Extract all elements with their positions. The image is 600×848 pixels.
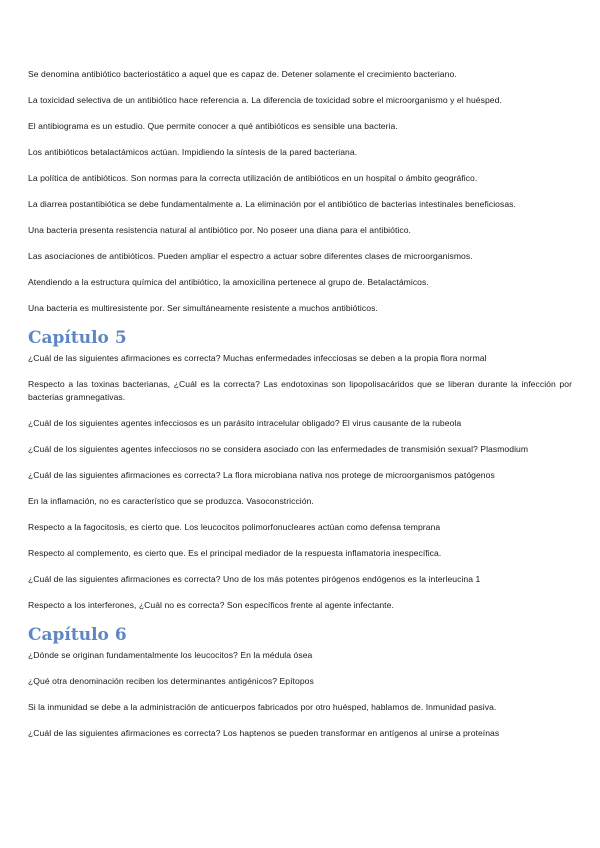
paragraph: En la inflamación, no es característico que se produzca. Vasoconstricción. [28,496,314,506]
paragraph: ¿Qué otra denominación reciben los determinantes antigénicos? Epítopos [28,676,314,686]
paragraph: Respecto a la fagocitosis, es cierto que. Los leucocitos polimorfonucleares actúan como defensa temprana [28,522,441,532]
paragraph: Respecto al complemento, es cierto que. Es el principal mediador de la respuesta inflamatoria inespecífica. [28,548,442,558]
paragraph: La diarrea postantibiótica se debe fundamentalmente a. La eliminación por el antibiótico de bacterias intestinales beneficiosas. [28,199,516,209]
section-capitulo-5 [28,328,572,612]
paragraph: Una bacteria es multiresistente por. Ser simultáneamente resistente a muchos antibióticos. [28,303,378,313]
chapter-heading: Capítulo 6 [28,625,127,645]
paragraph: La toxicidad selectiva de un antibiótico hace referencia a. La diferencia de toxicidad sobre el microorganismo y el huésped. [28,95,502,105]
paragraph: Las asociaciones de antibióticos. Pueden ampliar el espectro a actuar sobre diferentes clases de microorganismos. [28,251,473,261]
chapter-heading: Capítulo 5 [28,328,127,348]
paragraph: ¿Cuál de las siguientes afirmaciones es correcta? Los haptenos se pueden transformar en antígenos al unirse a proteínas [28,728,500,738]
paragraph: Respecto a las toxinas bacterianas, ¿Cuál es la correcta? Las endotoxinas son lipopolisacáridos que se liberan durante la infección por bacterias gramnegativas. [28,379,572,402]
section-antibioticos [28,68,572,315]
paragraph: Atendiendo a la estructura química del antibiótico, la amoxicilina pertenece al grupo de. Betalactámicos. [28,277,429,287]
paragraph: ¿Cuál de los siguientes agentes infecciosos es un parásito intracelular obligado? El virus causante de la rubeola [28,418,462,428]
paragraph: ¿Cuál de las siguientes afirmaciones es correcta? Uno de los más potentes pirógenos endógenos es la interleucina 1 [28,574,481,584]
section-capitulo-6 [28,625,572,740]
paragraph: Se denomina antibiótico bacteriostático a aquel que es capaz de. Detener solamente el crecimiento bacteriano. [28,69,457,79]
paragraph: Respecto a los interferones, ¿Cuál no es correcta? Son específicos frente al agente infectante. [28,600,394,610]
paragraph: La política de antibióticos. Son normas para la correcta utilización de antibióticos en un hospital o ámbito geográfico. [28,173,478,183]
paragraph: El antibiograma es un estudio. Que permite conocer a qué antibióticos es sensible una bacteria. [28,121,398,131]
paragraph: Si la inmunidad se debe a la administración de anticuerpos fabricados por otro huésped, hablamos de. Inmunidad pasiva. [28,702,497,712]
paragraph: ¿Dónde se originan fundamentalmente los leucocitos? En la médula ósea [28,650,313,660]
paragraph: Los antibióticos betalactámicos actúan. Impidiendo la síntesis de la pared bacteriana. [28,147,358,157]
paragraph: ¿Cuál de las siguientes afirmaciones es correcta? La flora microbiana nativa nos protege de microorganismos patógenos [28,470,495,480]
paragraph: ¿Cuál de los siguientes agentes infecciosos no se considera asociado con las enfermedades de transmisión sexual? Plasmodium [28,444,529,454]
paragraph: Una bacteria presenta resistencia natural al antibiótico por. No poseer una diana para el antibiótico. [28,225,411,235]
paragraph: ¿Cuál de las siguientes afirmaciones es correcta? Muchas enfermedades infecciosas se deben a la propia flora normal [28,353,487,363]
